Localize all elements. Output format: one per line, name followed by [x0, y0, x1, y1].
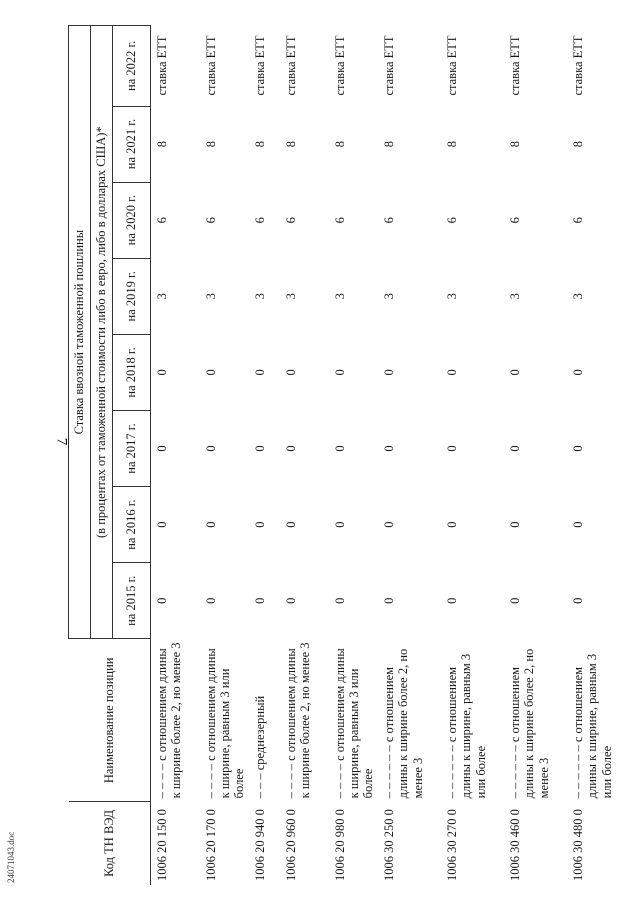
- table-row: [151, 26, 200, 885]
- rate-cell: 3: [570, 293, 585, 300]
- rate-cell: 0: [203, 445, 218, 452]
- rate-cell: 3: [332, 293, 347, 300]
- table-row: [504, 26, 567, 885]
- rate-cell: 0: [381, 521, 396, 528]
- table-row: [567, 26, 630, 885]
- position-name-cell: – – – – – – с отношением длины к ширине, равным 3 или более: [444, 653, 488, 799]
- table-row: [441, 26, 504, 885]
- table-row: [200, 26, 249, 885]
- rate-cell: 0: [283, 521, 298, 528]
- rate-header-title: Ставка ввозной таможенной пошлины: [69, 26, 91, 639]
- rate-cell: ставка ЕТТ: [283, 35, 298, 96]
- rate-cell: 0: [570, 369, 585, 376]
- rate-cell: 0: [155, 597, 169, 604]
- tnved-code-cell: 1006 20 980 0: [332, 809, 347, 881]
- rate-cell: 6: [444, 217, 459, 224]
- rate-cell: 0: [252, 521, 267, 528]
- year-header: на 2020 г.: [113, 182, 151, 258]
- position-name-cell: – – – – – – с отношением длины к ширине более 2, но менее 3: [381, 648, 425, 799]
- rate-cell: 0: [155, 445, 169, 452]
- year-header: на 2019 г.: [113, 258, 151, 334]
- rate-cell: 0: [381, 369, 396, 376]
- rate-cell: 0: [332, 445, 347, 452]
- tnved-code-cell: 1006 20 150 0: [155, 809, 169, 881]
- rate-cell: 0: [507, 521, 522, 528]
- rate-cell: 0: [332, 369, 347, 376]
- rate-cell: ставка ЕТТ: [381, 35, 396, 96]
- rate-cell: 0: [507, 597, 522, 604]
- rate-cell: 0: [203, 369, 218, 376]
- rate-cell: 3: [155, 293, 169, 300]
- table-row: [378, 26, 441, 885]
- year-header: на 2021 г.: [113, 106, 151, 182]
- rate-cell: 0: [252, 597, 267, 604]
- rate-cell: 3: [283, 293, 298, 300]
- rate-cell: 8: [155, 140, 169, 148]
- rate-cell: 8: [332, 140, 347, 148]
- rate-header-subtitle: (в процентах от таможенной стоимости либо в евро, либо в долларах США)*: [91, 26, 113, 639]
- name-column-header: Наименование позиции: [69, 639, 151, 802]
- page-number: 7: [53, 437, 70, 446]
- year-header: на 2018 г.: [113, 334, 151, 410]
- table-row: [249, 26, 280, 885]
- rate-cell: 0: [507, 445, 522, 452]
- rate-cell: 6: [203, 217, 218, 224]
- rate-cell: 0: [444, 445, 459, 452]
- rate-cell: 6: [252, 217, 267, 224]
- code-column-header: Код ТН ВЭД: [69, 802, 151, 885]
- rate-cell: ставка ЕТТ: [444, 35, 459, 96]
- year-header: на 2017 г.: [113, 410, 151, 486]
- tnved-code-cell: 1006 20 960 0: [283, 809, 298, 881]
- year-header: на 2022 г.: [113, 26, 151, 107]
- rate-cell: 0: [507, 369, 522, 376]
- position-name-cell: – – – – с отношением длины к ширине, равным 3 или более: [203, 648, 247, 799]
- rate-cell: 3: [252, 293, 267, 300]
- table-body: [151, 26, 630, 885]
- rate-cell: 6: [507, 217, 522, 224]
- rate-cell: 3: [507, 293, 522, 300]
- rate-cell: ставка ЕТТ: [252, 35, 267, 96]
- rate-cell: 3: [444, 293, 459, 300]
- rate-cell: 0: [283, 369, 298, 376]
- rate-cell: 8: [252, 140, 267, 148]
- table-header: [69, 26, 151, 885]
- position-name-cell: – – – – – – с отношением длины к ширине, равным 3 или более: [570, 653, 614, 799]
- rate-cell: 0: [444, 369, 459, 376]
- tnved-code-cell: 1006 30 270 0: [444, 809, 459, 881]
- rate-cell: 0: [332, 521, 347, 528]
- document-id: 24071043.doc: [6, 831, 16, 883]
- rate-cell: 0: [252, 445, 267, 452]
- rate-cell: 6: [283, 217, 298, 224]
- rate-cell: 3: [381, 293, 396, 300]
- year-header: на 2016 г.: [113, 487, 151, 563]
- rate-cell: 0: [283, 597, 298, 604]
- rate-cell: 0: [283, 445, 298, 452]
- rate-cell: 6: [332, 217, 347, 224]
- year-header: на 2015 г.: [113, 563, 151, 639]
- rate-cell: 0: [381, 445, 396, 452]
- rate-cell: 6: [381, 217, 396, 224]
- position-name-cell: – – – среднезерный: [252, 695, 267, 799]
- rate-cell: 8: [570, 140, 585, 148]
- rate-cell: 8: [203, 140, 218, 148]
- rate-cell: ставка ЕТТ: [203, 35, 218, 96]
- rate-cell: 6: [155, 217, 169, 224]
- rate-cell: 0: [444, 597, 459, 604]
- rate-cell: 6: [570, 217, 585, 224]
- rate-cell: 0: [381, 597, 396, 604]
- tnved-code-cell: 1006 30 460 0: [507, 809, 522, 881]
- table-row: [329, 26, 378, 885]
- rate-cell: 8: [507, 140, 522, 148]
- tnved-code-cell: 1006 20 170 0: [203, 809, 218, 881]
- rate-cell: 8: [283, 140, 298, 148]
- tariff-table: [68, 25, 630, 885]
- rate-cell: 0: [203, 521, 218, 528]
- rate-cell: 0: [155, 521, 169, 528]
- rate-cell: 0: [570, 521, 585, 528]
- rate-cell: 8: [381, 140, 396, 148]
- rate-cell: 8: [444, 140, 459, 148]
- rate-cell: ставка ЕТТ: [332, 35, 347, 96]
- rate-cell: 0: [332, 597, 347, 604]
- rate-cell: ставка ЕТТ: [155, 35, 169, 96]
- rate-cell: 0: [155, 369, 169, 376]
- rate-cell: 0: [203, 597, 218, 604]
- tnved-code-cell: 1006 20 940 0: [252, 809, 267, 881]
- tnved-code-cell: 1006 30 250 0: [381, 809, 396, 881]
- position-name-cell: – – – – с отношением длины к ширине более 2, но менее 3: [155, 642, 184, 799]
- position-name-cell: – – – – с отношением длины к ширине, равным 3 или более: [332, 648, 376, 799]
- rate-cell: 0: [252, 369, 267, 376]
- rotated-table-container: [68, 25, 630, 885]
- rate-cell: ставка ЕТТ: [507, 35, 522, 96]
- rate-cell: 0: [570, 445, 585, 452]
- rate-cell: 0: [444, 521, 459, 528]
- position-name-cell: – – – – с отношением длины к ширине более 2, но менее 3: [283, 642, 312, 799]
- position-name-cell: – – – – – – с отношением длины к ширине более 2, но менее 3: [507, 648, 551, 799]
- rate-cell: ставка ЕТТ: [570, 35, 585, 96]
- rate-cell: 3: [203, 293, 218, 300]
- rate-cell: 0: [570, 597, 585, 604]
- table-row: [280, 26, 329, 885]
- tnved-code-cell: 1006 30 480 0: [570, 809, 585, 881]
